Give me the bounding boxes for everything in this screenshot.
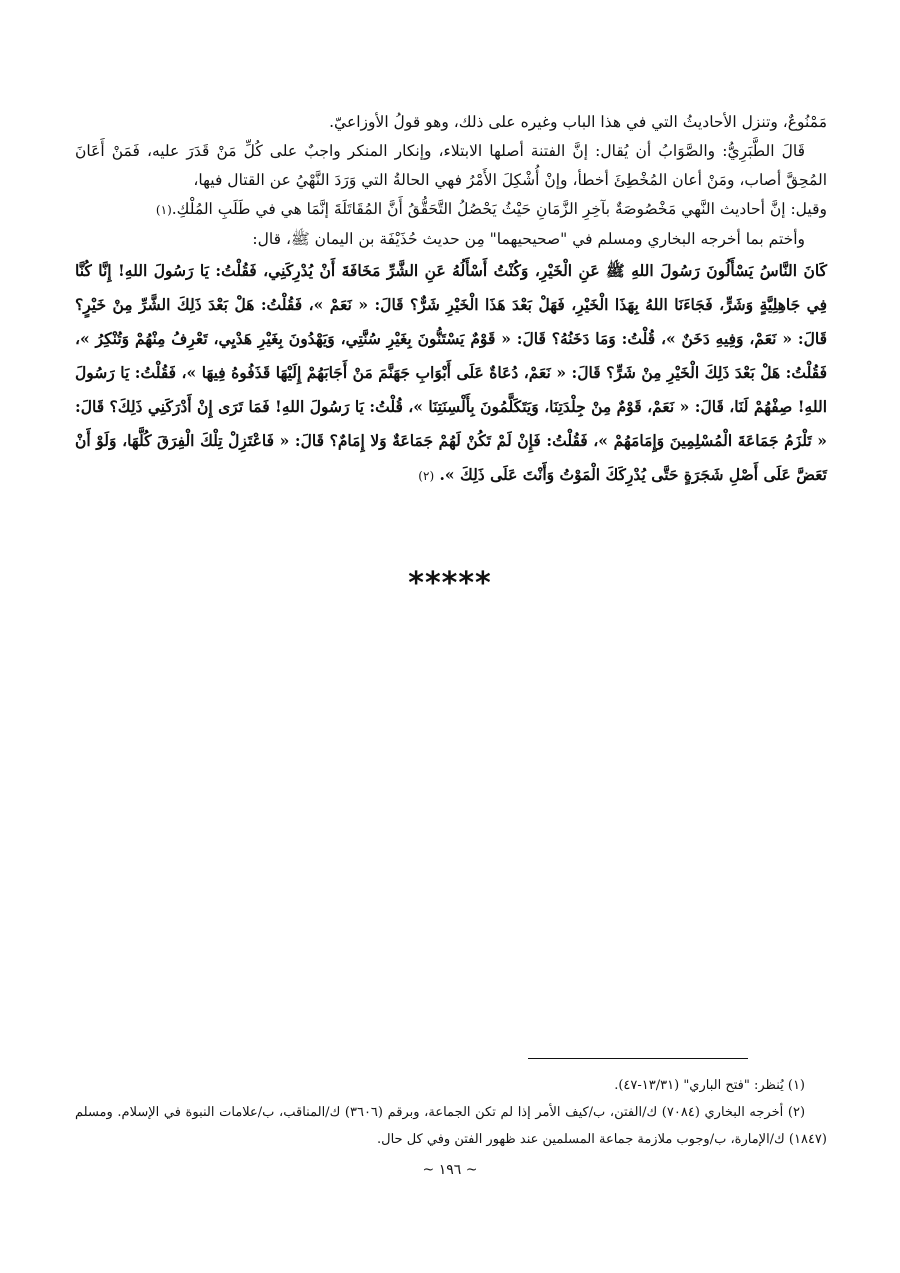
footnote-divider: [528, 1058, 748, 1059]
main-text: [75, 108, 827, 493]
hadith-text: كَانَ النَّاسُ يَسْأَلُونَ رَسُولَ اللهِ ﷺ عَنِ الْخَيْرِ، وَكُنْتُ أَسْأَلُهُ عَنِ الشَّرِّ مَخَافَةَ أَنْ يُدْرِكَنِي، فَقُلْتُ: يَا رَسُولَ اللهِ! إِنَّا كُنَّا فِي جَاهِلِيَّةٍ وَشَرٍّ، فَجَاءَنَا اللهُ بِهَذَا الْخَيْرِ، فَهَلْ بَعْدَ هَذَا الْخَيْرِ شَرٌّ؟ قَالَ: « نَعَمْ »، فَقُلْتُ: هَلْ بَعْدَ ذَلِكَ الشَّرِّ مِنْ خَيْرٍ؟ قَالَ: « نَعَمْ، وَفِيهِ دَخَنٌ »، قُلْتُ: وَمَا دَخَنُهُ؟ قَالَ: « قَوْمٌ يَسْتَنُّونَ بِغَيْرِ سُنَّتِي، وَيَهْدُونَ بِغَيْرِ هَدْيِي، تَعْرِفُ مِنْهُمْ وَتُنْكِرُ »، فَقُلْتُ: هَلْ بَعْدَ ذَلِكَ الْخَيْرِ مِنْ شَرٍّ؟ قَالَ: « نَعَمْ، دُعَاةٌ عَلَى أَبْوَابِ جَهَنَّمَ مَنْ أَجَابَهُمْ إِلَيْهَا قَذَفُوهُ فِيهَا »، فَقُلْتُ: يَا رَسُولَ اللهِ! صِفْهُمْ لَنَا، قَالَ: « نَعَمْ، قَوْمٌ مِنْ جِلْدَتِنَا، وَيَتَكَلَّمُونَ بِأَلْسِنَتِنَا »، قُلْتُ: يَا رَسُولَ اللهِ! فَمَا تَرَى إِنْ أَدْرَكَنِي ذَلِكَ؟ قَالَ: « تَلْزَمُ جَمَاعَةَ الْمُسْلِمِينَ وَإِمَامَهُمْ »، فَقُلْتُ: فَإِنْ لَمْ تَكُنْ لَهُمْ جَمَاعَةٌ وَلا إِمَامٌ؟ قَالَ: « فَاعْتَزِلْ تِلْكَ الْفِرَقَ كُلَّهَا، وَلَوْ أَنْ تَعَضَّ عَلَى أَصْلِ شَجَرَةٍ حَتَّى يُدْرِكَكَ الْمَوْتُ وَأَنْتَ عَلَى ذَلِكَ ».: [75, 261, 827, 484]
section-separator: *****: [408, 566, 492, 601]
footnote-1: (١) يُنظر: "فتح الباري" (١٣/٣١-٤٧).: [614, 1078, 805, 1093]
footnote-ref-2: (٢): [418, 469, 435, 483]
footnote-ref-1: (١): [155, 203, 172, 217]
hadith-quote: [75, 254, 827, 493]
paragraph-specific-hadiths-text: وقيل: إنَّ أحاديث النَّهي مَخْصُوصَةٌ بآخِرِ الزَّمَانِ حَيْثُ يَحْصُلُ التَّحَقُّقُ أَنَّ المُقَاتَلَةَ إنَّمَا هي في طَلَبِ المُلْكِ.: [171, 200, 827, 218]
paragraph-specific-hadiths: [75, 195, 827, 225]
paragraph-conclusion-intro: وأختم بما أخرجه البخاري ومسلم في "صحيحيهما" مِن حديث حُذَيْفَة بن اليمان ﷺ، قال:: [252, 230, 805, 248]
paragraph-intro: مَمْنُوعٌ، وتنزل الأحاديثُ التي في هذا الباب وغيره على ذلك، وهو قولُ الأوزاعيّ.: [329, 113, 827, 131]
footnotes: [75, 1072, 827, 1153]
footnote-2: (٢) أخرجه البخاري (٧٠٨٤) ك/الفتن، ب/كيف الأمر إذا لم تكن الجماعة، وبرقم (٣٦٠٦) ك/المناقب، ب/علامات النبوة في الإسلام. ومسلم (١٨٤٧) ك/الإمارة، ب/وجوب ملازمة جماعة المسلمين عند ظهور الفتن وفي كل حال.: [75, 1105, 827, 1147]
paragraph-tabari: قَالَ الطَّبَرِيُّ: والصَّوَابُ أن يُقال: إنَّ الفتنة أصلها الابتلاء، وإنكار المنكر واجبٌ على كُلِّ مَنْ قَدَرَ عليه، فَمَنْ أَعَانَ المُحِقَّ أصاب، ومَنْ أعان المُخْطِئَ أخطأ، وإنْ أُشْكِلَ الأَمْرُ فهي الحالةُ التي وَرَدَ النَّهْيُ عن القتال فيها،: [75, 142, 827, 189]
page-number: ~ ١٩٦ ~: [422, 1162, 478, 1178]
